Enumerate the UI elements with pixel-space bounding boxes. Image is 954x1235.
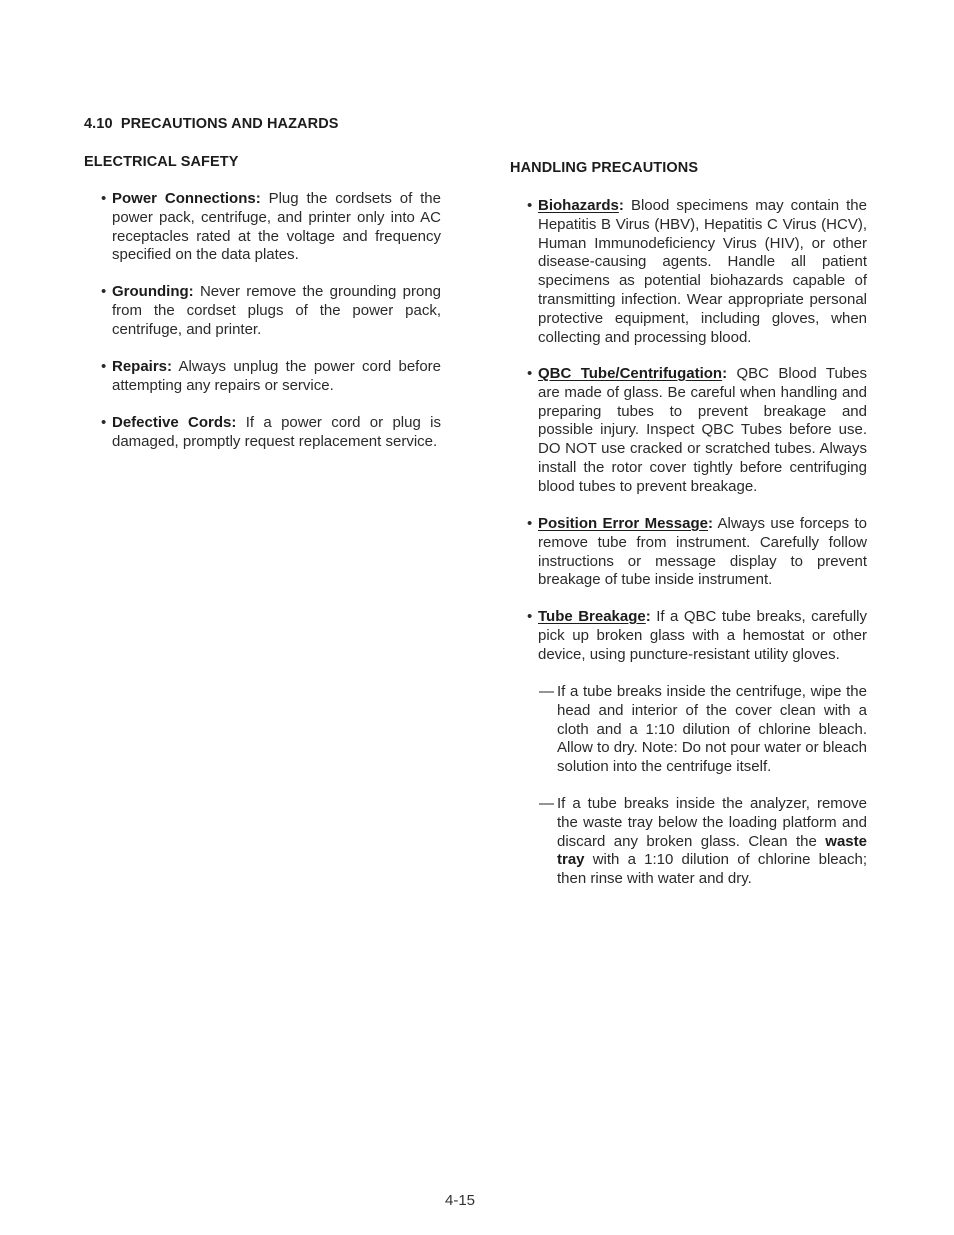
subitem-text: If a tube breaks inside the analyzer, remove the waste tray below the loading platform and discard any broken glass. Clean the [557,795,867,850]
item-lead: Biohazards [538,197,619,214]
dash-icon: — [539,683,554,700]
item-lead: Position Error Message [538,515,708,532]
electrical-item-grounding [101,283,442,339]
item-lead-colon: : [618,197,624,214]
electrical-safety-heading: ELECTRICAL SAFETY [84,154,239,170]
bullet-icon: • [527,608,533,625]
bullet-icon: • [101,414,107,431]
item-text: Never remove the grounding prong from the cordset plugs of the power pack, centrifuge, and printer. [112,283,442,338]
item-text: If a power cord or plug is damaged, promptly request replacement service. [112,414,441,450]
item-lead: Power Connections: [112,190,261,207]
item-text: QBC Blood Tubes are made of glass. Be careful when handling and preparing tubes to prevent breakage and possible injury. Inspect QBC Tubes before use. DO NOT use cracked or scratched tubes. Always install the rotor cover tightly before centrifuging blood tubes to prevent breakage. [538,365,867,495]
item-text: Blood specimens may contain the Hepatitis B Virus (HBV), Hepatitis C Virus (HCV), Human Immunodeficiency Virus (HIV), or other disease-causing agents. Handle all patient specimens as potential biohazards capable of transmitting infection. Wear appropriate personal protective equipment, including gloves, when collecting and processing blood. [538,197,867,346]
section-heading [84,116,339,132]
tube-breakage-subitem-analyzer [539,795,867,889]
bullet-icon: • [527,515,533,532]
bullet-icon: • [527,365,533,382]
bullet-icon: • [101,358,107,375]
item-lead-colon: : [707,515,713,532]
dash-icon: — [539,795,554,812]
subitem-strong: waste tray [557,832,867,869]
bullet-icon: • [101,283,107,300]
handling-item-qbc-tube-centrifugation [527,365,867,497]
item-lead: Grounding: [112,283,194,300]
section-number: 4.10 [84,116,113,132]
electrical-item-repairs [101,358,442,396]
item-lead: Tube Breakage [538,608,646,625]
section-title: PRECAUTIONS AND HAZARDS [120,116,339,132]
item-text: Always use forceps to remove tube from instrument. Carefully follow instructions or message display to prevent breakage of tube inside instrument. [538,515,867,589]
item-lead: Repairs: [112,358,173,375]
bullet-icon: • [101,190,107,207]
item-text: If a QBC tube breaks, carefully pick up broken glass with a hemostat or other device, using puncture-resistant utility gloves. [538,608,867,663]
subitem-text-after: with a 1:10 dilution of chlorine bleach; then rinse with water and dry. [557,851,867,888]
bullet-icon: • [527,197,533,214]
item-lead: Defective Cords: [112,414,237,431]
item-text: Plug the cordsets of the power pack, centrifuge, and printer only into AC receptacles rated at the voltage and frequency specified on the data plates. [112,190,441,264]
electrical-item-defective-cords [101,414,441,452]
handling-precautions-heading: HANDLING PRECAUTIONS [510,160,699,176]
item-lead: QBC Tube/Centrifugation [538,365,723,382]
item-lead-colon: : [722,365,728,382]
page-number: 4-15 [444,1192,476,1209]
subitem-text: If a tube breaks inside the centrifuge, wipe the head and interior of the cover clean with a cloth and a 1:10 dilution of chlorine bleach. Allow to dry. Note: Do not pour water or bleach solution into the centrifuge itself. [557,683,867,776]
item-text: Always unplug the power cord before attempting any repairs or service. [112,358,442,394]
handling-item-biohazards [527,197,867,347]
handling-item-position-error-message [527,515,867,590]
tube-breakage-subitem-centrifuge [539,683,867,777]
electrical-item-power-connections [101,190,441,265]
handling-item-tube-breakage [527,608,867,664]
item-lead-colon: : [645,608,651,625]
